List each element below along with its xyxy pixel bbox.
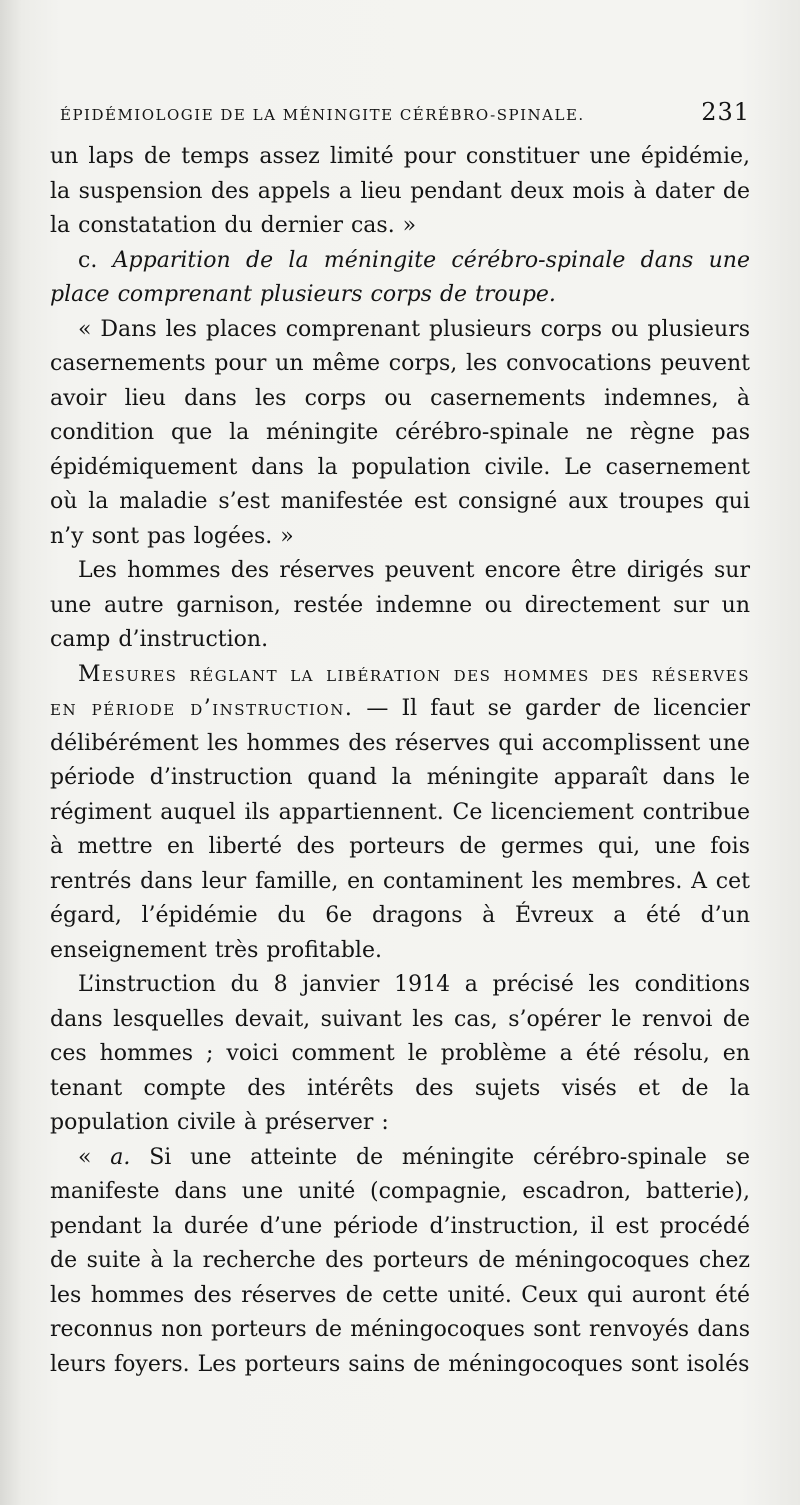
paragraph-continuation: un laps de temps assez limité pour constituer une épidémie, la suspension des appels a lieu pendant deux mois à dater de la constatation du dernier cas. » — [50, 144, 750, 238]
quote-open: « — [78, 1144, 111, 1170]
page-header — [60, 98, 750, 138]
body-text — [50, 140, 750, 1382]
quoted-paragraph: « Dans les places comprenant plusieurs corps ou plusieurs casernements pour un même corps, les convocations peuvent avoir lieu dans les corps ou casernements indemnes, à condition que la méningite cérébro-spinale ne règne pas épidémiquement dans la population civile. Le casernement où la maladie s’est manifestée est consigné aux troupes qui n’y sont pas logées. » — [50, 316, 750, 549]
quoted-rule-a — [50, 1141, 750, 1383]
rule-a-text: Si une atteinte de méningite cérébro-spinale se manifeste dans une unité (compagnie, escadron, batterie), pendant la durée d’une période d’instruction, il est procédé de suite à la recherche des porteurs de méningocoques chez les hommes des réserves de cette unité. Ceux qui auront été reconnus non porteurs de méningocoques sont renvoyés dans leurs foyers. Les porteurs sains de méningocoques sont isolés — [50, 1144, 750, 1377]
subsection-c-label: c. — [78, 247, 98, 273]
running-head: ÉPIDÉMIOLOGIE DE LA MÉNINGITE CÉRÉBRO-SPINALE. — [60, 106, 585, 124]
page-number: 231 — [701, 98, 750, 126]
paragraph-reserves: Les hommes des réserves peuvent encore être dirigés sur une autre garnison, restée indemne ou directement sur un camp d’instruction. — [50, 558, 750, 652]
subsection-c — [50, 244, 750, 313]
section-heading: Mesures réglant la libération des hommes des réserves en période d’instruction. — [50, 661, 750, 721]
rule-a-label: a. — [110, 1144, 131, 1170]
paragraph-instruction: L’instruction du 8 janvier 1914 a précisé les conditions dans lesquelles devait, suivant les cas, s’opérer le renvoi de ces hommes ; voici comment le problème a été résolu, en tenant compte des intérêts des sujets visés et de la population civile à préserver : — [50, 972, 750, 1135]
section-text: — Il faut se garder de licencier délibérément les hommes des réserves qui accomplissent une période d’instruction quand la méningite apparaît dans le régiment auquel ils appartiennent. Ce licenciement contribue à mettre en liberté des porteurs de germes qui, une fois rentrés dans leur famille, en contaminent les membres. A cet égard, l’épidémie du 6e dragons à Évreux a été d’un enseignement très profitable. — [50, 696, 750, 963]
section-liberation — [50, 658, 750, 969]
subsection-c-title: Apparition de la méningite cérébro-spinale dans une place comprenant plusieurs corps de troupe. — [50, 247, 750, 307]
